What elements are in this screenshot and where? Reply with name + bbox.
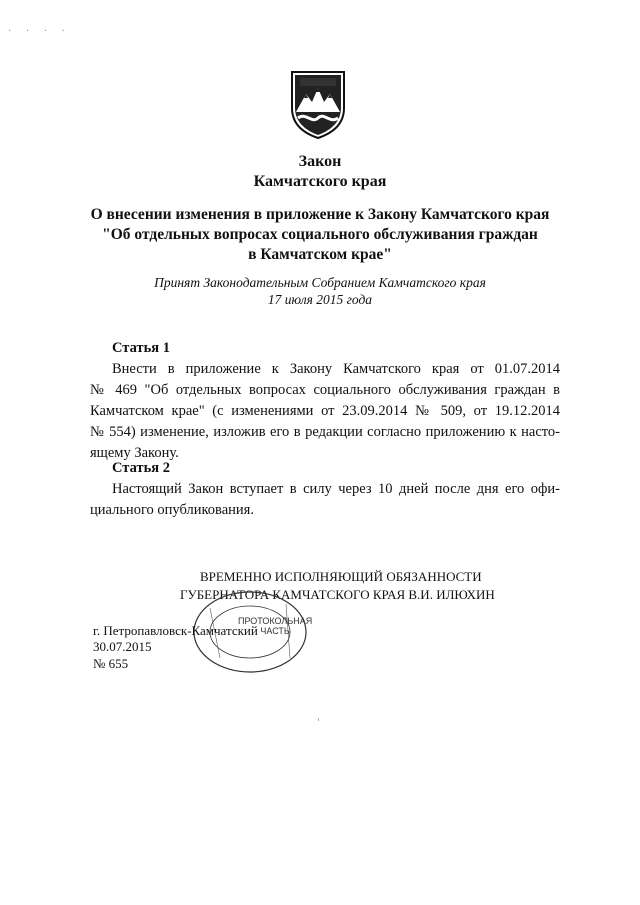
signing-city: г. Петропавловск-Камчатский xyxy=(93,623,258,638)
article-2 xyxy=(90,458,560,521)
adoption-note xyxy=(0,274,640,308)
subject-line: О внесении изменения в приложение к Закону Камчатского края xyxy=(90,206,550,223)
article-text-line: Внести в приложение к Закону Камчатского края от 01.07.2014 xyxy=(112,361,560,377)
law-number: № 655 xyxy=(93,656,129,671)
article-text-line: Камчатском крае" (с изменениями от 23.09.2014 № 509, от 19.12.2014 xyxy=(90,403,560,419)
law-subject xyxy=(60,205,580,265)
scan-marks: · · · · xyxy=(8,26,71,37)
signer-title-name: ГУБЕРНАТОРА КАМЧАТСКОГО КРАЯ В.И. ИЛЮХИН xyxy=(180,587,495,602)
subject-line: "Об отдельных вопросах социального обслуживания граждан xyxy=(102,226,538,243)
scan-mark xyxy=(318,718,319,721)
signer-position: ВРЕМЕННО ИСПОЛНЯЮЩИЙ ОБЯЗАННОСТИ xyxy=(200,569,482,584)
stamp-line: ПРОТОКОЛЬНАЯ xyxy=(238,616,313,626)
article-text-line: № 554) изменение, изложив его в редакции согласно приложению к насто- xyxy=(90,424,560,440)
law-title: Закон xyxy=(298,153,342,170)
adoption-body: Принят Законодательным Собранием Камчатского края xyxy=(154,275,486,290)
stamp-line: ЧАСТЬ xyxy=(260,626,290,636)
kamchatka-coat-of-arms-icon xyxy=(286,68,350,140)
article-text-line: ящему Закону. xyxy=(90,445,179,461)
article-heading: Статья 1 xyxy=(112,340,170,356)
article-text-line: Настоящий Закон вступает в силу через 10 дней после дня его офи- xyxy=(112,481,560,497)
law-region: Камчатского края xyxy=(253,173,387,190)
article-heading: Статья 2 xyxy=(112,460,170,476)
article-1 xyxy=(90,338,560,464)
signing-date: 30.07.2015 xyxy=(93,639,152,654)
article-text-line: № 469 "Об отдельных вопросах социального обслуживания граждан в xyxy=(90,382,560,398)
subject-line: в Камчатском крае" xyxy=(248,246,392,263)
article-text-line: циального опубликования. xyxy=(90,502,254,518)
adoption-date: 17 июля 2015 года xyxy=(267,292,373,307)
